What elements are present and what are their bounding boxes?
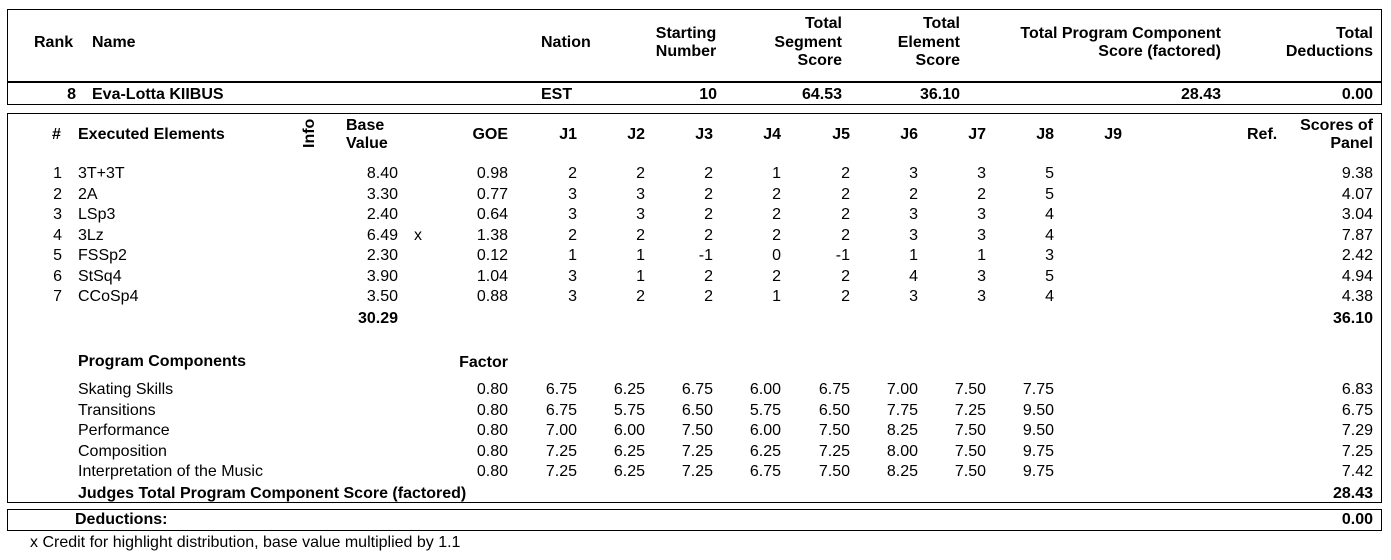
component-judge-score: 6.00 [613, 422, 645, 439]
component-judge-score: 9.75 [1022, 443, 1054, 460]
skater-name: Eva-Lotta KIIBUS [92, 86, 224, 103]
element-goe: 0.77 [476, 186, 508, 203]
element-panel-score: 4.38 [1341, 288, 1373, 305]
element-judge-score: 4 [1045, 227, 1054, 244]
element-base-value: 2.30 [366, 247, 398, 264]
element-name: CCoSp4 [78, 288, 139, 305]
element-goe: 0.12 [476, 247, 508, 264]
element-judge-score: 3 [909, 288, 918, 305]
element-judge-score: 2 [772, 227, 781, 244]
element-goe: 1.38 [476, 227, 508, 244]
judge-header: J3 [695, 126, 713, 143]
component-name: Transitions [78, 402, 156, 419]
element-judge-score: 2 [636, 288, 645, 305]
component-judge-score: 7.75 [1022, 381, 1054, 398]
component-judge-score: 7.50 [818, 422, 850, 439]
component-name: Performance [78, 422, 170, 439]
summary-divider [8, 81, 1381, 83]
element-judge-score: 2 [977, 186, 986, 203]
element-judge-score: 2 [772, 268, 781, 285]
element-name: 2A [78, 186, 98, 203]
deductions-value: 0.00 [1341, 511, 1373, 528]
element-judge-score: 2 [704, 186, 713, 203]
element-goe: 0.98 [476, 165, 508, 182]
element-name: LSp3 [78, 206, 116, 223]
component-panel-score: 7.29 [1341, 422, 1373, 439]
element-judge-score: 3 [977, 268, 986, 285]
element-judge-score: 3 [909, 206, 918, 223]
component-name: Composition [78, 443, 167, 460]
component-judge-score: 9.50 [1022, 422, 1054, 439]
elements-score-total: 36.10 [1332, 310, 1373, 327]
col-ref-header: Ref. [1247, 126, 1278, 143]
element-judge-score: 2 [772, 186, 781, 203]
col-scores-header-1: Scores of [1300, 117, 1373, 134]
component-judge-score: 5.75 [613, 402, 645, 419]
component-judge-score: 6.00 [749, 422, 781, 439]
component-name: Skating Skills [78, 381, 174, 398]
rank-label: Rank [34, 34, 74, 51]
component-factor: 0.80 [476, 443, 508, 460]
tes-label-1: Total [922, 15, 960, 32]
element-judge-score: 2 [704, 206, 713, 223]
element-number: 3 [53, 206, 62, 223]
factor-header: Factor [459, 354, 508, 371]
component-judge-score: 8.25 [886, 422, 918, 439]
element-judge-score: 2 [636, 165, 645, 182]
skater-nation: EST [541, 86, 573, 103]
element-judge-score: 3 [977, 165, 986, 182]
judge-header: J4 [763, 126, 781, 143]
element-panel-score: 4.94 [1341, 268, 1373, 285]
skater-total-element-score: 36.10 [919, 86, 960, 103]
component-factor: 0.80 [476, 463, 508, 480]
component-name: Interpretation of the Music [78, 463, 263, 480]
element-judge-score: -1 [698, 247, 713, 264]
element-base-value: 6.49 [366, 227, 398, 244]
component-judge-score: 7.25 [545, 463, 577, 480]
pcs-label-2: Score (factored) [1098, 43, 1221, 60]
element-number: 4 [53, 227, 62, 244]
component-panel-score: 7.25 [1341, 443, 1373, 460]
judge-header: J2 [627, 126, 645, 143]
element-judge-score: 2 [704, 227, 713, 244]
element-judge-score: 3 [1045, 247, 1054, 264]
component-judge-score: 6.25 [613, 443, 645, 460]
nation-label: Nation [541, 34, 591, 51]
element-judge-score: 2 [841, 206, 850, 223]
judge-header: J1 [559, 126, 577, 143]
element-judge-score: 4 [909, 268, 918, 285]
component-factor: 0.80 [476, 381, 508, 398]
element-goe: 0.88 [476, 288, 508, 305]
starting-number-label-2: Number [655, 43, 717, 60]
element-judge-score: 4 [1045, 288, 1054, 305]
element-judge-score: 1 [636, 268, 645, 285]
element-judge-score: 2 [704, 165, 713, 182]
element-judge-score: -1 [835, 247, 850, 264]
judge-header: J6 [900, 126, 918, 143]
component-judge-score: 7.25 [954, 402, 986, 419]
component-judge-score: 7.00 [886, 381, 918, 398]
element-judge-score: 3 [977, 288, 986, 305]
element-judge-score: 3 [568, 186, 577, 203]
element-goe: 0.64 [476, 206, 508, 223]
element-judge-score: 5 [1045, 165, 1054, 182]
element-judge-score: 3 [568, 206, 577, 223]
element-judge-score: 2 [841, 186, 850, 203]
judge-header: J8 [1036, 126, 1054, 143]
component-judge-score: 6.75 [749, 463, 781, 480]
component-panel-score: 6.83 [1341, 381, 1373, 398]
component-judge-score: 8.25 [886, 463, 918, 480]
element-base-value: 2.40 [366, 206, 398, 223]
col-scores-header-2: Panel [1330, 135, 1373, 152]
element-judge-score: 2 [841, 268, 850, 285]
component-judge-score: 6.75 [681, 381, 713, 398]
judge-header: J7 [968, 126, 986, 143]
component-factor: 0.80 [476, 422, 508, 439]
tss-label-1: Total [804, 15, 842, 32]
col-num-header: # [52, 126, 61, 143]
component-judge-score: 6.00 [749, 381, 781, 398]
component-judge-score: 7.50 [818, 463, 850, 480]
component-judge-score: 6.25 [749, 443, 781, 460]
element-judge-score: 1 [772, 165, 781, 182]
element-judge-score: 2 [704, 288, 713, 305]
component-judge-score: 6.50 [818, 402, 850, 419]
program-components-title: Program Components [78, 353, 247, 370]
element-judge-score: 1 [977, 247, 986, 264]
component-judge-score: 7.25 [545, 443, 577, 460]
component-judge-score: 7.50 [954, 422, 986, 439]
element-judge-score: 2 [772, 206, 781, 223]
component-judge-score: 7.50 [681, 422, 713, 439]
element-judge-score: 0 [772, 247, 781, 264]
col-goe-header: GOE [472, 126, 508, 143]
element-judge-score: 3 [568, 288, 577, 305]
col-base-header-2: Value [346, 135, 388, 152]
element-name: StSq4 [78, 268, 122, 285]
tss-label-3: Score [797, 52, 842, 69]
skater-rank: 8 [67, 86, 76, 103]
element-panel-score: 2.42 [1341, 247, 1373, 264]
component-judge-score: 6.25 [613, 463, 645, 480]
element-base-value: 3.50 [366, 288, 398, 305]
component-judge-score: 7.50 [954, 381, 986, 398]
col-executed-header: Executed Elements [78, 126, 225, 143]
component-factor: 0.80 [476, 402, 508, 419]
element-panel-score: 7.87 [1341, 227, 1373, 244]
element-panel-score: 3.04 [1341, 206, 1373, 223]
tes-label-3: Score [915, 52, 960, 69]
element-judge-score: 2 [704, 268, 713, 285]
component-judge-score: 7.75 [886, 402, 918, 419]
element-judge-score: 4 [1045, 206, 1054, 223]
skater-total-deductions: 0.00 [1341, 86, 1373, 103]
element-number: 2 [53, 186, 62, 203]
element-judge-score: 3 [636, 206, 645, 223]
element-base-value: 3.90 [366, 268, 398, 285]
element-judge-score: 5 [1045, 186, 1054, 203]
name-label: Name [92, 34, 136, 51]
element-judge-score: 3 [977, 227, 986, 244]
element-base-value: 3.30 [366, 186, 398, 203]
starting-number-label-1: Starting [655, 25, 717, 42]
component-judge-score: 7.25 [681, 463, 713, 480]
pcs-label-1: Total Program Component [1020, 25, 1221, 42]
component-judge-score: 7.50 [954, 463, 986, 480]
element-number: 7 [53, 288, 62, 305]
element-judge-score: 1 [636, 247, 645, 264]
element-judge-score: 5 [1045, 268, 1054, 285]
deductions-label-1: Total [1335, 25, 1373, 42]
component-panel-score: 6.75 [1341, 402, 1373, 419]
element-name: 3Lz [78, 227, 104, 244]
element-judge-score: 3 [909, 227, 918, 244]
element-judge-score: 2 [568, 165, 577, 182]
tss-label-2: Segment [774, 34, 842, 51]
element-number: 5 [53, 247, 62, 264]
col-base-header-1: Base [346, 117, 385, 134]
deductions-box [7, 509, 1382, 531]
skater-total-pcs: 28.43 [1180, 86, 1221, 103]
component-judge-score: 6.25 [613, 381, 645, 398]
elements-base-total: 30.29 [357, 310, 398, 327]
component-judge-score: 9.50 [1022, 402, 1054, 419]
element-info: x [414, 227, 422, 244]
element-judge-score: 3 [909, 165, 918, 182]
skater-starting-number: 10 [699, 86, 717, 103]
component-judge-score: 6.75 [818, 381, 850, 398]
element-judge-score: 3 [568, 268, 577, 285]
footnote: x Credit for highlight distribution, base value multiplied by 1.1 [30, 534, 461, 551]
element-name: 3T+3T [78, 165, 125, 182]
element-judge-score: 1 [568, 247, 577, 264]
element-number: 1 [53, 165, 62, 182]
judge-header: J9 [1104, 126, 1122, 143]
deductions-label-2: Deductions [1285, 43, 1373, 60]
component-judge-score: 5.75 [749, 402, 781, 419]
element-judge-score: 2 [909, 186, 918, 203]
element-panel-score: 9.38 [1341, 165, 1373, 182]
element-judge-score: 2 [568, 227, 577, 244]
component-judge-score: 7.00 [545, 422, 577, 439]
component-judge-score: 9.75 [1022, 463, 1054, 480]
component-judge-score: 6.75 [545, 402, 577, 419]
deductions-label: Deductions: [75, 511, 168, 528]
pc-total-value: 28.43 [1332, 485, 1373, 502]
element-base-value: 8.40 [366, 165, 398, 182]
skater-total-segment-score: 64.53 [801, 86, 842, 103]
tes-label-2: Element [897, 34, 960, 51]
element-judge-score: 2 [841, 165, 850, 182]
element-panel-score: 4.07 [1341, 186, 1373, 203]
component-judge-score: 8.00 [886, 443, 918, 460]
component-panel-score: 7.42 [1341, 463, 1373, 480]
pc-total-label: Judges Total Program Component Score (factored) [78, 485, 467, 502]
component-judge-score: 6.75 [545, 381, 577, 398]
element-judge-score: 1 [909, 247, 918, 264]
element-number: 6 [53, 268, 62, 285]
component-judge-score: 7.25 [681, 443, 713, 460]
element-judge-score: 3 [977, 206, 986, 223]
element-judge-score: 2 [841, 227, 850, 244]
element-name: FSSp2 [78, 247, 127, 264]
component-judge-score: 6.50 [681, 402, 713, 419]
element-judge-score: 2 [841, 288, 850, 305]
element-judge-score: 1 [772, 288, 781, 305]
component-judge-score: 7.50 [954, 443, 986, 460]
judge-header: J5 [832, 126, 850, 143]
component-judge-score: 7.25 [818, 443, 850, 460]
element-judge-score: 2 [636, 227, 645, 244]
element-judge-score: 3 [636, 186, 645, 203]
element-goe: 1.04 [476, 268, 508, 285]
col-info-header: Info [301, 118, 318, 148]
